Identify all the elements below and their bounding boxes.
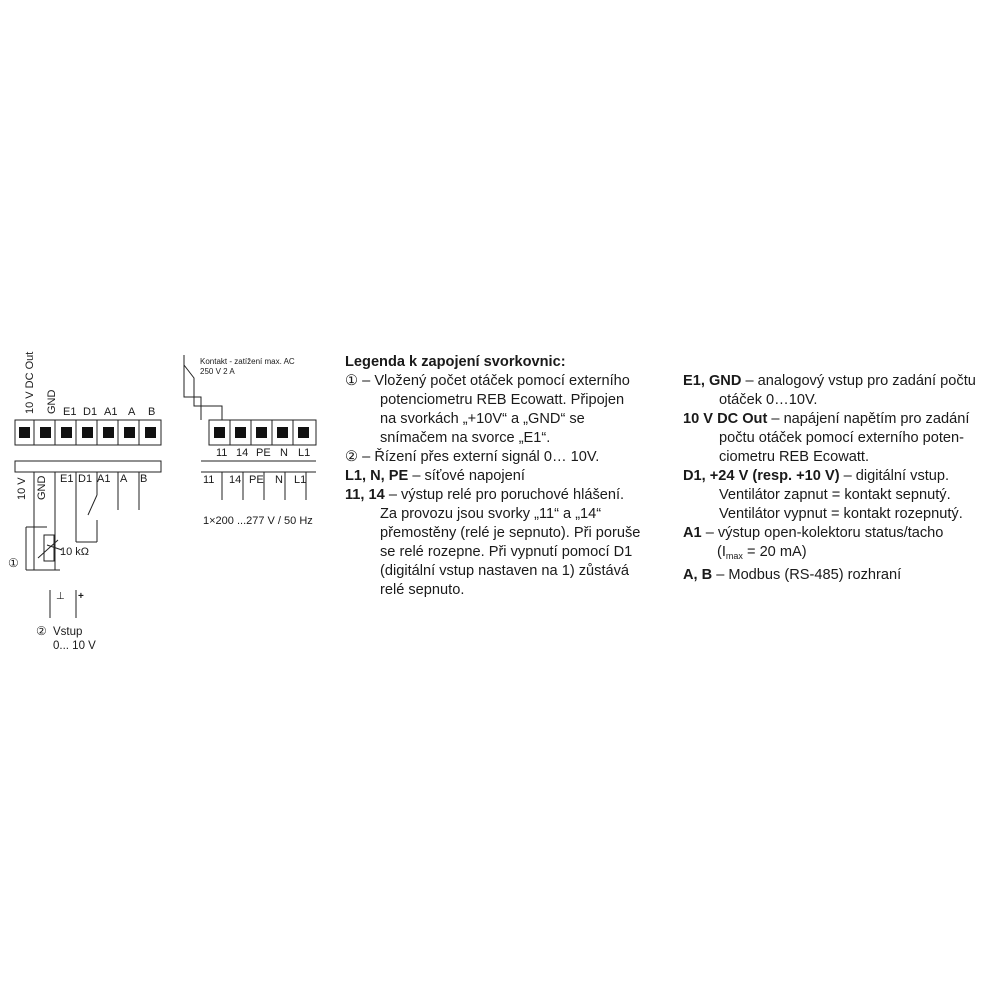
label-a-bottom: A: [120, 473, 128, 485]
top-left-terminal-block: [15, 420, 161, 445]
label-pe-top: PE: [256, 447, 271, 459]
label-d1-top: D1: [83, 406, 98, 418]
legend-item-7: D1, +24 V (resp. +10 V) – digitální vstup.: [683, 468, 950, 484]
terminal-e1: [61, 427, 72, 438]
marker-1: ①: [8, 556, 19, 570]
top-left-terminal-labels: [24, 352, 155, 418]
contact-note-line1: Kontakt - zatížení max. AC: [200, 357, 295, 366]
label-a-top: A: [128, 406, 136, 418]
terminal-d1: [82, 427, 93, 438]
label-11-top: 11: [216, 447, 228, 459]
legend-item-7-line3: Ventilátor vypnut = kontakt rozepnutý.: [719, 506, 963, 522]
label-b-bottom: B: [140, 473, 148, 485]
legend-item-1-line2: potenciometru REB Ecowatt. Připojen: [380, 392, 625, 408]
supply-label: 1×200 ...277 V / 50 Hz: [203, 515, 313, 527]
legend-item-4-line4: se relé rozepne. Při vypnutí pomocí D1: [380, 544, 633, 560]
legend-item-4-line5: (digitální vstup nastaven na 1) zůstává: [380, 563, 630, 579]
label-11-bottom: 11: [203, 474, 215, 486]
terminal-gnd: [40, 427, 51, 438]
label-10v-dc-out: 10 V DC Out: [24, 351, 36, 414]
label-b-top: B: [148, 406, 156, 418]
legend-item-4-line2: Za provozu jsou svorky „11“ a „14“: [380, 506, 602, 522]
input-label-line2: 0... 10 V: [53, 640, 96, 652]
terminal-pe: [256, 427, 267, 438]
marker-2: ②: [36, 624, 47, 638]
ground-symbol: ⊥: [56, 591, 65, 602]
top-right-terminal-block: [209, 420, 316, 445]
label-14-top: 14: [236, 447, 249, 459]
label-n-top: N: [280, 447, 288, 459]
legend-item-4-line3: přemostěny (relé je sepnuto). Při poruše: [380, 525, 641, 541]
legend-item-2: ② – Řízení přes externí signál 0… 10V.: [345, 449, 600, 465]
label-10v-bottom: 10 V: [16, 477, 28, 500]
terminal-14: [235, 427, 246, 438]
legend-item-8: A1 – výstup open-kolektoru status/tacho: [683, 525, 944, 541]
legend-item-9: A, B – Modbus (RS-485) rozhraní: [683, 567, 902, 583]
label-14-bottom: 14: [229, 474, 242, 486]
terminal-a1: [103, 427, 114, 438]
legend-title: Legenda k zapojení svorkovnic:: [345, 354, 566, 370]
label-a1-top: A1: [104, 406, 118, 418]
legend-item-1-line4: snímačem na svorce „E1“.: [380, 430, 551, 446]
legend-left-column: [345, 353, 640, 600]
label-n-bottom: N: [275, 474, 283, 486]
legend-item-7-line2: Ventilátor zapnut = kontakt sepnutý.: [719, 487, 951, 503]
legend-right-column: [683, 372, 976, 585]
label-e1-bottom: E1: [60, 473, 74, 485]
label-e1-top: E1: [63, 406, 77, 418]
terminal-l1: [298, 427, 309, 438]
terminal-n: [277, 427, 288, 438]
terminal-a: [124, 427, 135, 438]
bottom-right-labels: [203, 474, 313, 527]
relay-note: [200, 357, 295, 376]
terminal-10v: [19, 427, 30, 438]
bottom-left-labels: [8, 473, 147, 652]
input-label-line1: Vstup: [53, 626, 83, 638]
legend-item-1-line3: na svorkách „+10V“ a „GND“ se: [380, 411, 585, 427]
label-l1-top: L1: [298, 447, 311, 459]
label-a1-bottom: A1: [97, 473, 111, 485]
potentiometer-value: 10 kΩ: [60, 546, 90, 558]
legend-item-3: L1, N, PE – síťové napojení: [345, 468, 525, 484]
legend-item-4: 11, 14 – výstup relé pro poruchové hlášení.: [345, 487, 625, 503]
legend-item-5-line2: otáček 0…10V.: [719, 392, 818, 408]
legend-item-4-line6: relé sepnuto.: [380, 582, 465, 598]
label-pe-bottom: PE: [249, 474, 264, 486]
legend-item-5: E1, GND – analogový vstup pro zadání počtu: [683, 373, 976, 389]
contact-note-line2: 250 V 2 A: [200, 367, 235, 376]
legend-item-1: ① – Vložený počet otáček pomocí externího: [345, 373, 630, 389]
legend-item-6-line3: ciometru REB Ecowatt.: [719, 449, 870, 465]
label-gnd-bottom: GND: [36, 475, 48, 500]
legend-item-6-line2: počtu otáček pomocí externího poten-: [719, 430, 965, 446]
terminal-b: [145, 427, 156, 438]
legend-item-6: 10 V DC Out – napájení napětím pro zadání: [683, 411, 970, 427]
label-l1-bottom: L1: [294, 474, 307, 486]
label-d1-bottom: D1: [78, 473, 93, 485]
terminal-11: [214, 427, 225, 438]
plus-symbol: +: [78, 591, 84, 602]
top-right-terminal-labels: [216, 447, 310, 459]
legend-item-8-line2: ($I_{max} = 20$ mA): [717, 544, 807, 561]
label-gnd-top: GND: [46, 389, 58, 414]
